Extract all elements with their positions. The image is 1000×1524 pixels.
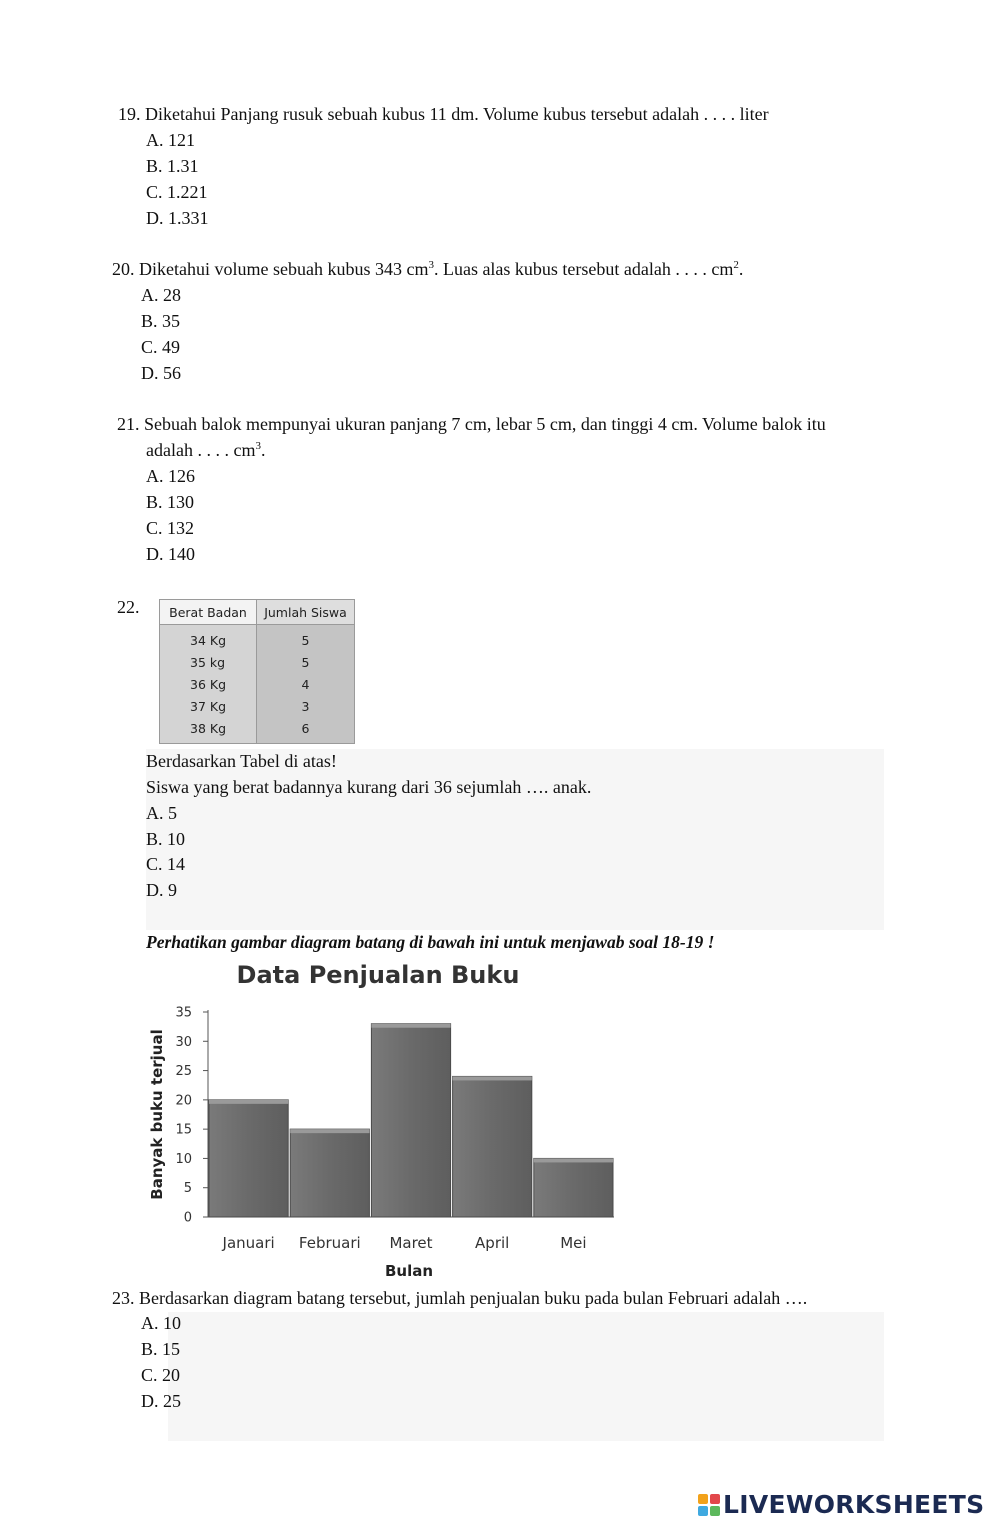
bar-april (453, 1076, 532, 1217)
question-21-text-line1: 21. Sebuah balok mempunyai ukuran panjang 7 cm, lebar 5 cm, dan tinggi 4 cm. Volume balok itu (117, 414, 826, 434)
question-23-text: 23. Berdasarkan diagram batang tersebut, jumlah penjualan buku pada bulan Februari adalah …. (112, 1288, 808, 1308)
question-20-option-b[interactable]: B. 35 (141, 311, 181, 331)
question-20-text: 20. Diketahui volume sebuah kubus 343 $cm^3$. Luas alas kubus tersebut adalah . . . . $cm^2$. (112, 259, 744, 279)
weight-table-cell: 34 Kg (190, 632, 227, 648)
question-21-option-b[interactable]: B. 130 (146, 492, 195, 512)
y-tick-label: 15 (175, 1122, 192, 1138)
question-19-option-b[interactable]: B. 1.31 (146, 156, 199, 176)
liveworksheets-logo-text: LIVEWORKSHEETS (723, 1490, 985, 1519)
x-tick-label: Januari (222, 1234, 275, 1252)
question-21-text-line2: adalah . . . . $cm^3$. (146, 440, 266, 460)
bar-top-highlight (209, 1100, 288, 1104)
question-22-option-c[interactable]: C. 14 (146, 854, 186, 874)
x-tick-label: Maret (389, 1234, 433, 1252)
question-21-option-a[interactable]: A. 126 (146, 466, 195, 486)
question-22-text-line1: Berdasarkan Tabel di atas! (146, 751, 337, 771)
logo-square-icon (698, 1494, 708, 1504)
x-axis-label: Bulan (384, 1262, 434, 1280)
y-axis-label: Banyak buku terjual (148, 1029, 166, 1200)
bar-top-highlight (371, 1024, 450, 1028)
y-tick-label: 10 (175, 1151, 192, 1167)
question-20-option-c[interactable]: C. 49 (141, 337, 181, 357)
weight-table-header-weight: Berat Badan (160, 600, 257, 624)
y-tick-label: 20 (175, 1093, 192, 1109)
weight-table-cell: 37 Kg (190, 698, 227, 714)
question-21-option-d[interactable]: D. 140 (146, 544, 195, 564)
question-23-option-d[interactable]: D. 25 (141, 1391, 181, 1411)
weight-table-cell: 36 Kg (190, 676, 227, 692)
question-23-option-b[interactable]: B. 15 (141, 1339, 181, 1359)
bar-top-highlight (290, 1129, 369, 1133)
question-19-text: 19. Diketahui Panjang rusuk sebuah kubus 11 dm. Volume kubus tersebut adalah . . . . liter (118, 104, 769, 124)
question-21-option-c[interactable]: C. 132 (146, 518, 195, 538)
logo-square-icon (698, 1506, 708, 1516)
y-tick-label: 25 (175, 1064, 192, 1080)
bar-februari (290, 1129, 369, 1217)
question-19-option-c[interactable]: C. 1.221 (146, 182, 208, 202)
count-table-cell: 5 (301, 654, 310, 670)
bar-mei (534, 1158, 613, 1217)
question-19-option-a[interactable]: A. 121 (146, 130, 195, 150)
question-22-text-line2: Siswa yang berat badannya kurang dari 36 sejumlah …. anak. (146, 777, 592, 797)
logo-square-icon (710, 1506, 720, 1516)
question-23-option-c[interactable]: C. 20 (141, 1365, 181, 1385)
y-tick-label: 0 (183, 1210, 192, 1226)
bar-januari (209, 1100, 288, 1217)
question-19-option-d[interactable]: D. 1.331 (146, 208, 209, 228)
chart-title: Data Penjualan Buku (236, 961, 520, 989)
count-table-cell: 6 (301, 720, 310, 736)
question-23-option-a[interactable]: A. 10 (141, 1313, 181, 1333)
x-tick-label: Mei (560, 1234, 587, 1252)
bar-top-highlight (453, 1076, 532, 1080)
question-22-option-b[interactable]: B. 10 (146, 829, 186, 849)
y-tick-label: 35 (175, 1005, 192, 1021)
weight-table-header-count: Jumlah Siswa (257, 600, 354, 624)
bar-maret (371, 1024, 450, 1217)
question-22-number: 22. (117, 597, 140, 617)
weight-table-header (160, 600, 354, 625)
bar-top-highlight (534, 1158, 613, 1162)
liveworksheets-logo-icon (698, 1494, 720, 1516)
question-23-answer-area (168, 1312, 884, 1441)
y-tick-label: 30 (175, 1034, 192, 1050)
logo-square-icon (710, 1494, 720, 1504)
chart-instruction: Perhatikan gambar diagram batang di bawah ini untuk menjawab soal 18-19 ! (146, 932, 715, 952)
count-table-cell: 3 (301, 698, 310, 714)
count-table-cell: 5 (301, 632, 310, 648)
count-table-cell: 4 (301, 676, 310, 692)
weight-table (159, 599, 355, 744)
liveworksheets-logo[interactable] (698, 1490, 984, 1519)
question-20-option-d[interactable]: D. 56 (141, 363, 181, 383)
question-20-option-a[interactable]: A. 28 (141, 285, 181, 305)
x-tick-label: Februari (298, 1234, 361, 1252)
weight-table-cell: 35 kg (190, 654, 226, 670)
y-tick-label: 5 (183, 1181, 192, 1197)
book-sales-bar-chart (140, 955, 630, 1285)
weight-table-cell: 38 Kg (190, 720, 227, 736)
x-tick-label: April (475, 1234, 510, 1252)
question-22-option-d[interactable]: D. 9 (146, 880, 177, 900)
question-22-option-a[interactable]: A. 5 (146, 803, 177, 823)
